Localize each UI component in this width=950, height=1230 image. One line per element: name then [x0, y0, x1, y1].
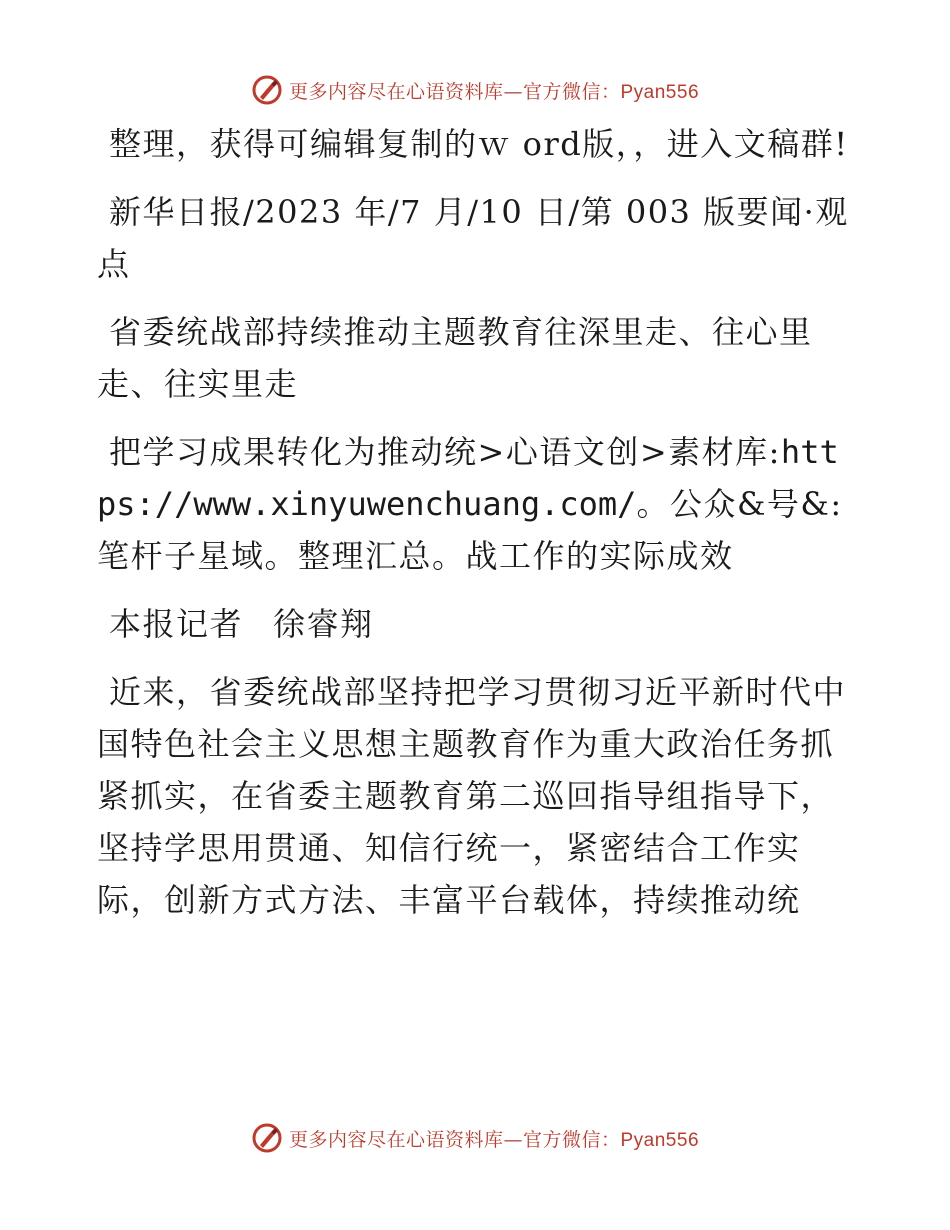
banner-wechat-id: Pyan556	[620, 1129, 700, 1151]
byline-label: 本报记者	[109, 605, 244, 643]
banner-separator: —	[503, 1128, 523, 1151]
paragraph-body: 近来，省委统战部坚持把学习贯彻习近平新时代中国特色社会主义思想主题教育作为重大政治任务抓紧抓实，在省委主题教育第二巡回指导组指导下，坚持学思用贯通、知信行统一，紧密结合工作实际，创新方式方法、丰富平台载体，持续推动统	[97, 673, 847, 919]
pen-logo-icon	[251, 74, 283, 106]
banner-text	[289, 77, 699, 104]
banner-text	[289, 1125, 699, 1152]
pen-logo-icon	[251, 1122, 283, 1154]
banner-wechat-id: Pyan556	[620, 81, 700, 103]
article-title: 省委统战部持续推动主题教育往深里走、往心里走、往实里走	[97, 313, 813, 403]
byline-name: 徐睿翔	[273, 605, 374, 643]
banner-site-text: 更多内容尽在心语资料库	[288, 80, 504, 103]
banner-contact-text: 官方微信：	[522, 1128, 621, 1151]
subtitle-part-a: 把学习成果转化为推动统>心语文创>素材库:	[109, 433, 781, 471]
banner-separator: —	[503, 80, 523, 103]
subtitle-part-b: 。公众&号&:笔杆子星域。整理汇总。战工作的实际成效	[97, 485, 843, 575]
banner-contact-text: 官方微信：	[522, 80, 621, 103]
document-body	[97, 118, 857, 942]
footer-banner	[0, 1118, 950, 1158]
paragraph-subtitle	[97, 426, 857, 582]
paragraph-intro: 整理，获得可编辑复制的ｗ ord版，，进入文稿群!	[109, 125, 849, 163]
paragraph-byline	[97, 598, 857, 650]
header-banner	[0, 70, 950, 110]
source-url-link[interactable]: https://www.xinyuwenchuang.com/	[97, 433, 839, 523]
banner-site-text: 更多内容尽在心语资料库	[288, 1128, 504, 1151]
paragraph-source: 新华日报/2023 年/7 月/10 日/第 003 版要闻·观点	[97, 193, 849, 283]
